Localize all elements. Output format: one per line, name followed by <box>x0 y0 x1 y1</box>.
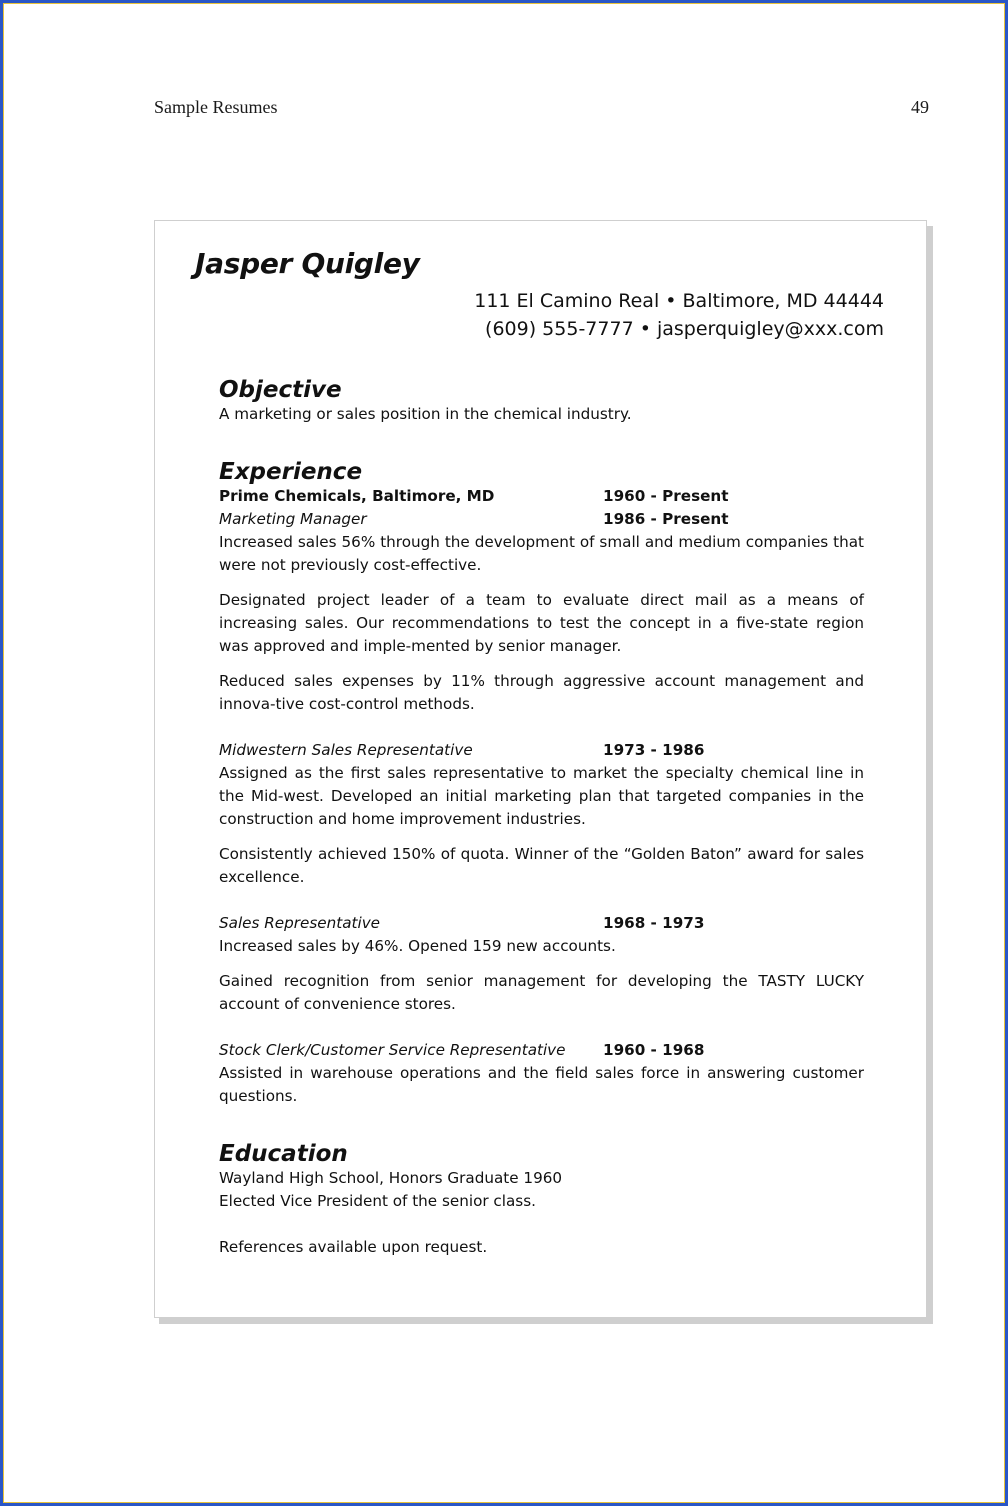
role-title: Midwestern Sales Representative <box>219 741 473 759</box>
education-school: Wayland High School, Honors Graduate 1960 <box>219 1169 563 1187</box>
education-heading: Education <box>219 1141 348 1167</box>
role-paragraph: Reduced sales expenses by 11% through aggressive account management and innova-tive cost-control methods. <box>219 672 864 713</box>
role-dates: 1973 - 1986 <box>603 741 705 759</box>
resume-name: Jasper Quigley <box>195 247 420 280</box>
role-row <box>219 912 864 935</box>
employer-row <box>219 485 864 508</box>
role-paragraph: Increased sales by 46%. Opened 159 new accounts. <box>219 937 616 955</box>
role-title: Stock Clerk/Customer Service Representative <box>219 1041 566 1059</box>
contact-block <box>474 287 884 343</box>
role-dates: 1960 - 1968 <box>603 1041 705 1059</box>
role-paragraph: Increased sales 56% through the development of small and medium companies that were not previously cost-effective. <box>219 533 864 574</box>
page-number: 49 <box>911 97 929 117</box>
role-paragraph: Assisted in warehouse operations and the field sales force in answering customer questions. <box>219 1064 864 1105</box>
role-row <box>219 1039 864 1062</box>
employer-dates: 1960 - Present <box>603 487 729 505</box>
role-title: Marketing Manager <box>219 510 367 528</box>
objective-text: A marketing or sales position in the chemical industry. <box>219 405 632 423</box>
role-paragraph: Gained recognition from senior management for developing the TASTY LUCKY account of convenience stores. <box>219 972 864 1013</box>
objective-heading: Objective <box>219 377 342 403</box>
education-note: Elected Vice President of the senior class. <box>219 1192 536 1210</box>
employer-name: Prime Chemicals, Baltimore, MD <box>219 487 495 505</box>
resume-sheet <box>154 220 927 1318</box>
role-dates: 1986 - Present <box>603 510 729 528</box>
role-paragraph: Assigned as the first sales representative to market the specialty chemical line in the Mid-west. Developed an initial marketing plan that targeted companies in the construction and home improvement industries. <box>219 764 864 828</box>
role-paragraph: Consistently achieved 150% of quota. Winner of the “Golden Baton” award for sales excellence. <box>219 845 864 886</box>
role-row <box>219 739 864 762</box>
contact-phone-email: (609) 555-7777 • jasperquigley@xxx.com <box>485 318 884 340</box>
references-note: References available upon request. <box>219 1238 488 1256</box>
role-dates: 1968 - 1973 <box>603 914 705 932</box>
experience-heading: Experience <box>219 459 363 485</box>
running-head-title: Sample Resumes <box>154 97 278 117</box>
role-row <box>219 508 864 531</box>
role-paragraph: Designated project leader of a team to evaluate direct mail as a means of increasing sales. Our recommendations to test the concept in a five-state region was approved and imple-mented by senior manager. <box>219 591 864 655</box>
contact-address: 111 El Camino Real • Baltimore, MD 44444 <box>474 290 884 312</box>
role-title: Sales Representative <box>219 914 381 932</box>
resume-body <box>219 377 864 1259</box>
